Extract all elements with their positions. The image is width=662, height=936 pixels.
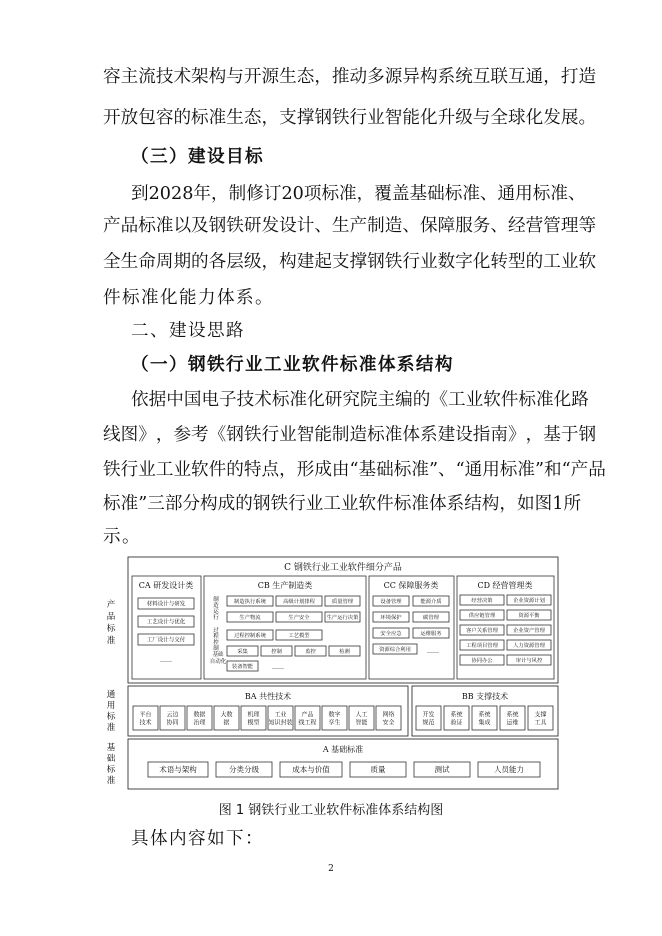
- bb-item-4-label-1: 支撑: [534, 711, 547, 719]
- ba-item-5-label-1: 工业: [274, 711, 287, 719]
- a-item-1-label: 分类分级: [229, 765, 259, 775]
- body-line-4: 到 2028 年 ， 制 修 订 20 项 标 准 ， 覆 盖 基 础 标 准 、 通 用 标 准 、: [131, 184, 586, 204]
- body-line-11: 线 图 》 ， 参 考 《 钢 铁 行 业 智 能 制 造 标 准 体 系 建 设 指 南 》 ， 基 于 钢: [103, 425, 597, 445]
- bb-item-0-label-1: 开发: [422, 711, 435, 719]
- cb-auto-3-label: 检测: [339, 648, 350, 655]
- bb-item-4-label-2: 工具: [534, 719, 547, 727]
- svg-text:产: 产: [106, 600, 116, 610]
- bb-item-0-label-2: 规范: [422, 719, 435, 727]
- cb-group-label-1a: [213, 626, 219, 640]
- svg-text:准: 准: [106, 636, 116, 646]
- svg-text:基: 基: [106, 743, 116, 753]
- cb-group-label-0a: [213, 595, 219, 609]
- bb-item-1-label-2: 验证: [450, 719, 463, 727]
- svg-text:标: 标: [106, 624, 116, 634]
- ba-item-7-label-2: 孪生: [328, 719, 341, 727]
- bb-item-2-label-2: 集成: [478, 719, 491, 727]
- cb-group-label-2a: 基础: [212, 652, 224, 658]
- cc-panel: [369, 576, 454, 679]
- cb-proc-1-label: 工艺模型: [288, 632, 310, 639]
- cc-item-5-label: 运维服务: [420, 630, 442, 637]
- svg-text:准: 准: [106, 776, 116, 786]
- body-line-7: 件标准化能力体系。: [103, 288, 274, 308]
- row-label-basic: [107, 742, 116, 786]
- ba-item-9-label-2: 安全: [382, 719, 395, 727]
- cd-item-9-label: 审计与风控: [515, 657, 543, 664]
- ba-item-1-label-2: 协同: [166, 719, 179, 727]
- cb-mfg-2-label: 质量管理: [331, 598, 354, 605]
- cb-group-label-2b: 自动化: [209, 659, 227, 665]
- ba-item-8-label-1: 人工: [355, 711, 368, 719]
- bb-item-3-label-1: 系统: [506, 711, 519, 719]
- ba-item-0-label-2: 技术: [139, 719, 152, 727]
- cd-item-7-label: 人力资源管理: [513, 642, 545, 649]
- cc-item-6-label: 资源综合利用: [379, 646, 411, 653]
- cb-auto-0-label: 采集: [237, 648, 248, 655]
- svg-text:础: 础: [106, 754, 116, 764]
- cb-auto-2-label: 监控: [305, 648, 316, 655]
- page-number: 2: [328, 864, 334, 874]
- ca-title: CA 研发设计类: [138, 581, 194, 590]
- svg-text:程: 程: [213, 634, 219, 640]
- top-title: C 钢铁行业工业软件细分产品: [284, 563, 402, 573]
- a-item-0-label: 术语与架构: [159, 765, 197, 775]
- section-heading-3: （三）建设目标: [131, 147, 264, 167]
- ba-item-2-label-1: 数据: [193, 711, 206, 719]
- svg-text:制: 制: [213, 597, 219, 603]
- ca-item-0-label: 材料设计与研发: [146, 601, 186, 608]
- after-figure-text: 具体内容如下：: [131, 829, 264, 849]
- ca-item-1-label: 工艺设计与优化: [146, 619, 186, 626]
- ba-item-3-label-2: 据: [223, 719, 230, 727]
- body-line-5: 产 品 标 准 以 及 钢 铁 研 发 设 计 、 生 产 制 造 、 保 障 服 务 、 经 营 管 理 等: [103, 216, 597, 236]
- svg-text:造: 造: [213, 603, 219, 609]
- a-item-5-label: 人员能力: [494, 765, 524, 775]
- body-line-12: 铁 行 业 工 业 软 件 的 特 点 ， 形 成 由 “ 基 础 标 准 ” 、 “ 通 用 标 准 ” 和 “ 产 品: [103, 460, 606, 480]
- cb-auto-ellipsis: ……: [272, 664, 284, 671]
- cb-group-label-1b: [213, 638, 219, 652]
- ba-item-6-label-1: 产品: [301, 711, 314, 719]
- a-item-2-label: 成本与价值: [292, 765, 330, 775]
- cb-group-label-0b: [213, 607, 219, 621]
- ba-title: BA 共性技术: [244, 692, 292, 701]
- cb-title: CB 生产制造类: [257, 581, 313, 590]
- ca-item-2-label: 工厂设计与交付: [146, 637, 186, 644]
- body-line-2: 开 放 包 容 的 标 准 生 态 ， 支 撑 钢 铁 行 业 智 能 化 升 级 与 全 球 化 发 展 。: [103, 108, 597, 128]
- ba-item-7-label-1: 数字: [328, 711, 341, 719]
- cb-mfg-5-label: 生产运行决策: [326, 614, 359, 621]
- bb-item-3-label-2: 运维: [506, 719, 519, 727]
- cd-item-0-label: 经营决策: [471, 597, 493, 604]
- cb-proc-0-label: 过程控制系统: [234, 632, 266, 639]
- body-line-14: 示。: [103, 527, 141, 547]
- svg-text:准: 准: [106, 723, 116, 733]
- svg-text:运: 运: [213, 609, 219, 615]
- svg-text:制: 制: [213, 646, 219, 652]
- cb-auto-4-label: 装备智能: [231, 663, 254, 670]
- body-line-13: 标 准 ” 三 部 分 构 成 的 钢 铁 行 业 工 业 软 件 标 准 体 系 结 构 ， 如 图 1 所: [103, 494, 582, 514]
- cb-mfg-0-label: 制造执行系统: [234, 598, 266, 605]
- cd-item-6-label: 工程项目管理: [466, 642, 498, 649]
- cb-mfg-4-label: 生产安全: [288, 614, 310, 621]
- ba-item-9-label-1: 网络: [382, 711, 395, 719]
- chapter-heading-2: 二、建设思路: [131, 321, 245, 341]
- ba-item-4-label-2: 模型: [247, 719, 260, 727]
- cc-item-3-label: 碳管理: [423, 614, 439, 621]
- svg-text:品: 品: [106, 612, 116, 622]
- svg-text:行: 行: [213, 615, 219, 621]
- svg-text:用: 用: [106, 701, 116, 711]
- cd-item-5-label: 企业资产管理: [513, 627, 545, 634]
- cd-item-3-label: 资源平衡: [518, 612, 540, 619]
- cb-auto-1-label: 控制: [271, 648, 282, 655]
- body-line-1: 容 主 流 技 术 架 构 与 开 源 生 态 ， 推 动 多 源 异 构 系 统 互 联 互 通 ， 打 造: [103, 67, 597, 87]
- figure-caption: 图 1 钢铁行业工业软件标准体系结构图: [218, 803, 444, 818]
- ba-item-8-label-2: 智能: [355, 719, 368, 727]
- bb-item-2-label-1: 系统: [478, 711, 491, 719]
- a-item-3-label: 质量: [370, 765, 386, 775]
- svg-text:标: 标: [106, 712, 116, 722]
- svg-text:过: 过: [213, 628, 219, 634]
- body-line-6: 全 生 命 周 期 的 各 层 级 ， 构 建 起 支 撑 钢 铁 行 业 数 字 化 转 型 的 工 业 软: [103, 252, 597, 272]
- cc-title: CC 保障服务类: [383, 581, 439, 590]
- cd-title: CD 经营管理类: [477, 581, 533, 590]
- ca-item-ellipsis: ……: [160, 657, 172, 664]
- bb-title: BB 支撑技术: [461, 692, 509, 701]
- cc-item-1-label: 能源介质: [420, 598, 442, 605]
- ba-item-3-label-1: 大数: [220, 711, 233, 719]
- bb-item-1-label-1: 系统: [450, 711, 463, 719]
- cd-item-8-label: 协同办公: [471, 657, 493, 664]
- ba-item-6-label-2: 线工程: [298, 719, 317, 727]
- standard-system-figure: [100, 555, 560, 791]
- ba-item-4-label-1: 机理: [247, 711, 260, 719]
- ba-item-5-label-2: 知识封装: [268, 719, 293, 727]
- cc-item-2-label: 环境保护: [380, 614, 402, 621]
- cc-item-0-label: 设备管理: [380, 598, 402, 605]
- a-item-4-label: 测试: [434, 765, 450, 775]
- ba-item-1-label-1: 云边: [166, 711, 179, 719]
- ba-item-2-label-2: 治理: [193, 719, 206, 727]
- ba-item-0-label-1: 平台: [139, 711, 152, 719]
- cd-item-4-label: 客户关系管理: [466, 627, 498, 634]
- svg-text:控: 控: [213, 640, 219, 646]
- cd-item-1-label: 企业资源计划: [513, 597, 545, 604]
- body-line-10: 依 据 中 国 电 子 技 术 标 准 化 研 究 院 主 编 的 《 工 业 软 件 标 准 化 路: [131, 390, 589, 410]
- svg-text:通: 通: [106, 690, 116, 700]
- cc-item-ellipsis: ……: [427, 648, 439, 655]
- row-label-product: [107, 599, 116, 646]
- svg-text:标: 标: [106, 765, 116, 775]
- cc-item-4-label: 安全应急: [380, 630, 402, 637]
- cb-mfg-1-label: 高级计划排程: [283, 598, 315, 605]
- cd-item-2-label: 供应链管理: [468, 612, 496, 619]
- cb-mfg-3-label: 生产物流: [239, 614, 261, 621]
- a-title: A 基础标准: [322, 745, 364, 754]
- row-label-common: [107, 689, 116, 733]
- section-heading-1: （一）钢铁行业工业软件标准体系结构: [131, 355, 454, 375]
